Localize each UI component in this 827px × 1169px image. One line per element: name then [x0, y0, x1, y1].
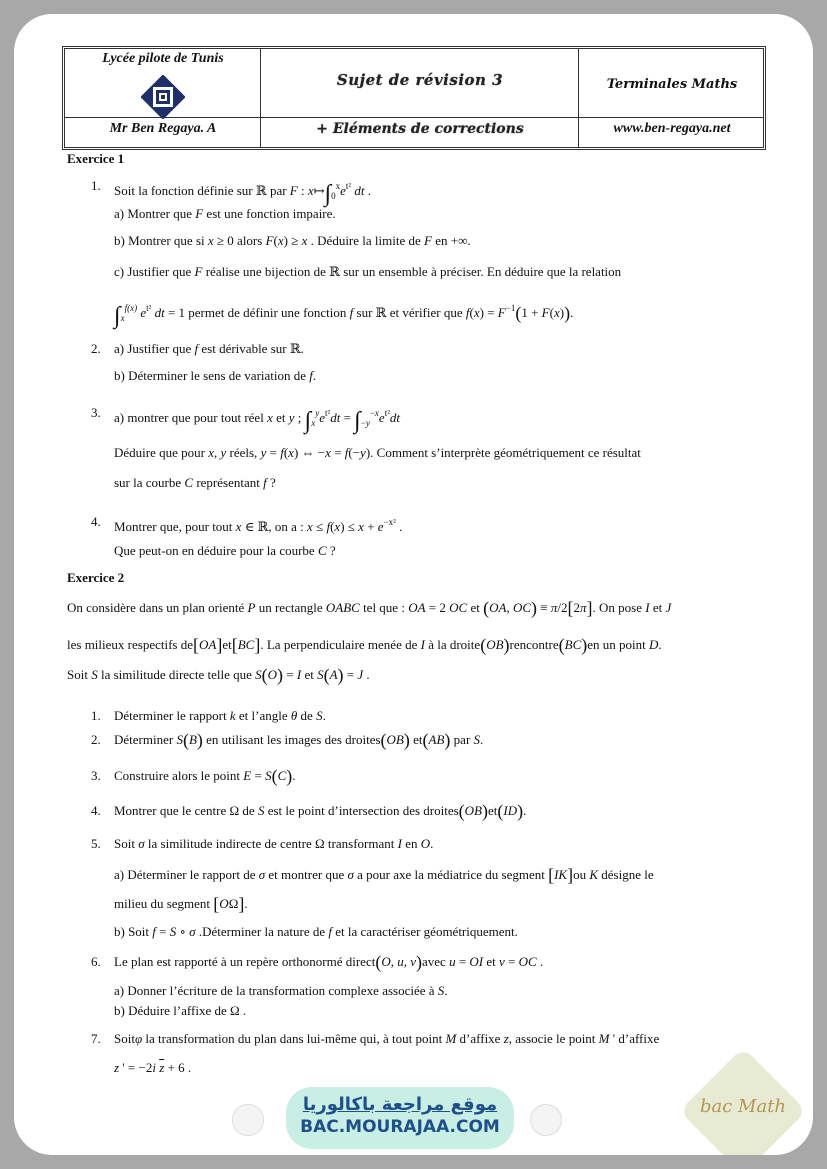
ex2-intro-line2: les milieux respectifs de[OA]et[BC]. La perpendiculaire menée de I à la droite(OB)rencontre(BC)en un point D.: [67, 635, 662, 655]
ex2-q2-number: 2.: [91, 732, 101, 747]
ex2-q5a: a) Déterminer le rapport de σ et montrer que σ a pour axe la médiatrice du segment [IK]ou K désigne le: [114, 865, 654, 885]
ex1-q3a: a) montrer que pour tout réel x et y ; $\int_x^ye^{t^2}dt = \int_{-y}^{-x}e^{t^2}dt$: [114, 408, 401, 434]
school-name: Lycée pilote de Tunis: [102, 51, 224, 66]
ex1-q1b: b) Montrer que si x ≥ 0 alors F(x) ≥ x . Déduire la limite de F en +∞.: [114, 233, 471, 248]
ex2-q7-formula: z ' = −2i $\overline{z} + 6$ .: [114, 1060, 192, 1075]
ex2-q4-number: 4.: [91, 803, 101, 818]
ex1-q2a: a) Justifier que f est dérivable sur ℝ.: [114, 341, 304, 356]
ex2-q6-number: 6.: [91, 954, 101, 969]
ex1-q1a: a) Montrer que F est une fonction impaire.: [114, 206, 336, 221]
ex2-q4: Montrer que le centre Ω de S est le point d’intersection des droites(OB)et(ID).: [114, 801, 527, 821]
ex1-q1-number: 1.: [91, 178, 101, 193]
ex1-q3-curve: sur la courbe C représentant f ?: [114, 475, 276, 490]
class-level: Terminales Maths: [606, 77, 738, 92]
document-title: Sujet de révision 3: [336, 71, 504, 89]
ex1-q3-deduce: Déduire que pour x, y réels, y = f(x) ⇔ −x = f(−y). Comment s’interprète géométriquement ce résultat: [114, 445, 641, 460]
exercise-2-title: Exercice 2: [67, 570, 125, 585]
site-banner[interactable]: [286, 1087, 514, 1149]
school-logo: [141, 75, 185, 119]
ex2-q5: Soit σ la similitude indirecte de centre Ω transformant I en O.: [114, 836, 434, 851]
ex1-q3-number: 3.: [91, 405, 101, 420]
ex1-q4-curve: Que peut-on en déduire pour la courbe C ?: [114, 543, 336, 558]
ex2-q1-number: 1.: [91, 708, 101, 723]
corrections-note: + Eléments de corrections: [316, 121, 524, 137]
ex2-q6a: a) Donner l’écriture de la transformation complexe associée à S.: [114, 983, 448, 998]
bac-math-badge-text: bac Math: [699, 1096, 787, 1117]
ex2-intro-line1: On considère dans un plan orienté P un rectangle OABC tel que : OA = 2 OC et (OA, OC) ≡ π/2[2π]. On pose I et J: [67, 598, 672, 618]
ex2-q3: Construire alors le point E = S(C).: [114, 766, 296, 786]
header-table: [62, 46, 766, 150]
ex2-q7: Soitφ la transformation du plan dans lui-même qui, à tout point M d’affixe z, associe le point M ' d’affixe: [114, 1031, 660, 1046]
ex1-q1-line: Soit la fonction définie sur ℝ par F : $x↦\int_0^xe^{t^2}$ dt .: [114, 181, 371, 207]
site-mini-logo: [530, 1104, 562, 1136]
ex1-q4: Montrer que, pour tout x ∈ ℝ, on a : $x \le f(x) \le x + e^{-x^2}$ .: [114, 517, 403, 534]
page: [14, 14, 813, 1155]
ex1-q1c-relation: $\int_x^{f(x)}$ $e^{t^2}$ dt = 1 permet de définir une fonction f sur ℝ et vérifier que $f(x) = F^{-1}(1 + F(x))$.: [114, 303, 574, 329]
teacher-name: Mr Ben Regaya. A: [109, 121, 217, 136]
website[interactable]: www.ben-regaya.net: [613, 121, 731, 136]
ex2-q1: Déterminer le rapport k et l’angle θ de S.: [114, 708, 326, 723]
document-content: [14, 14, 813, 1155]
ex1-q2-number: 2.: [91, 341, 101, 356]
ex2-q6b: b) Déduire l’affixe de Ω .: [114, 1003, 247, 1018]
ex1-q2b: b) Déterminer le sens de variation de f.: [114, 368, 317, 383]
banner-url[interactable]: BAC.MOURAJAA.COM: [300, 1117, 500, 1137]
exercise-1-title: Exercice 1: [67, 151, 125, 166]
banner-arabic-text: موقع مراجعة باكالوريا: [302, 1094, 498, 1115]
ex2-q6: Le plan est rapporté à un repère orthonormé direct(O, u, v)avec u = OI et v = OC .: [114, 952, 544, 972]
ex2-q3-number: 3.: [91, 768, 101, 783]
ex2-q5-number: 5.: [91, 836, 101, 851]
site-mini-logo: [232, 1104, 264, 1136]
ex1-q1c: c) Justifier que F réalise une bijection de ℝ sur un ensemble à préciser. En déduire que la relation: [114, 264, 622, 279]
ex2-intro-line3: Soit S la similitude directe telle que S(O) = I et S(A) = J .: [67, 665, 370, 685]
ex2-q5b: b) Soit f = S ∘ σ .Déterminer la nature de f et la caractériser géométriquement.: [114, 924, 518, 939]
ex2-q7-number: 7.: [91, 1031, 101, 1046]
ex1-q4-number: 4.: [91, 514, 101, 529]
ex2-q5a-cont: milieu du segment [OΩ].: [114, 894, 248, 914]
ex2-q2: Déterminer S(B) en utilisant les images des droites(OB) et(AB) par S.: [114, 730, 484, 750]
